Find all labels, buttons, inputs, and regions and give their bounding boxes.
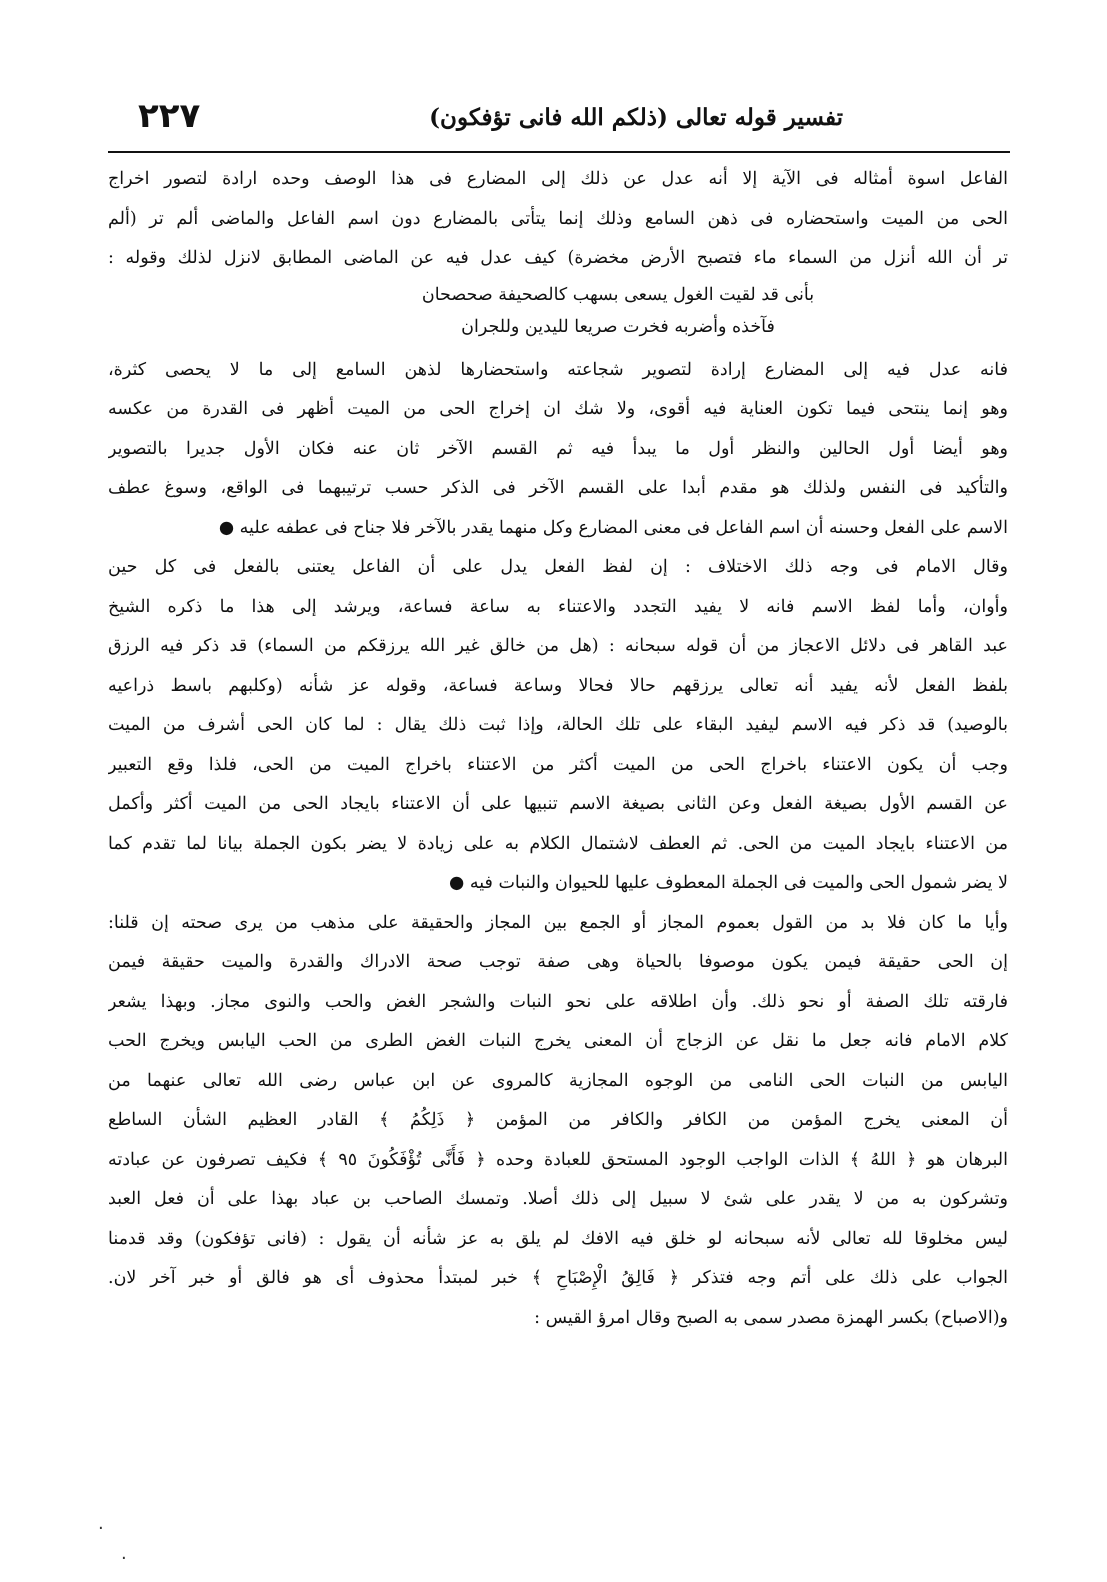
speck-mark: · bbox=[121, 1548, 127, 1569]
page-header bbox=[108, 96, 1008, 150]
text-line: اليابس من النبات الحى النامى من الوجوه المجازية كالمروى عن ابن عباس رضى الله تعالى عنهما من bbox=[108, 1070, 1008, 1091]
text-line: بلفظ الفعل لأنه يفيد أنه تعالى يرزقهم حالا فحالا وساعة فساعة، وقوله عز شأنه (وكلبهم باسط ذراعيه bbox=[108, 675, 1008, 696]
paragraph bbox=[108, 160, 1008, 279]
text-line: عبد القاهر فى دلائل الاعجاز من أن قوله سبحانه : (هل من خالق غير الله يرزقكم من السماء) قد ذكر فيه الرزق bbox=[108, 636, 1008, 656]
text-line: إن الحى حقيقة فيمن يكون موصوفا بالحياة وهى صفة توجب صحة الادراك والقدرة والميت حقيقة فيمن bbox=[108, 952, 1008, 972]
text-line: فارقته تلك الصفة أو نحو ذلك. وأن اطلاقه على نحو النبات والشجر الغض والحب والنوى مجاز. وبهذا يشعر bbox=[108, 991, 1008, 1012]
text-line: وقال الامام فى وجه ذلك الاختلاف : إن لفظ الفعل يدل على أن الفاعل يعتنى بالفعل فى كل حين bbox=[108, 557, 1008, 577]
page-number: ٢٢٧ bbox=[138, 96, 201, 136]
main-text bbox=[108, 160, 1008, 1338]
verse-line: فآخذه وأضربه فخرت صريعا لليدين وللجران bbox=[461, 316, 775, 337]
text-line: البرهان هو ﴿ اللهُ ﴾ الذات الواجب الوجود المستحق للعبادة وحده ﴿ فَأَنَّى تُؤْفَكُونَ ٩٥ ﴾ فكيف تصرفون عن عبادته bbox=[108, 1149, 1008, 1170]
speck-mark: · bbox=[98, 1518, 104, 1539]
text-line: وتشركون به من لا يقدر على شئ لا سبيل إلى ذلك أصلا. وتمسك الصاحب بن عباد بهذا على أن فعل العبد bbox=[108, 1189, 1008, 1209]
running-title: تفسير قوله تعالى (ذلكم الله فانى تؤفكون) bbox=[429, 104, 843, 131]
text-line: تر أن الله أنزل من السماء ماء فتصبح الأرض مخضرة) كيف عدل فيه عن الماضى المطابق لانزل لذلك وقوله : bbox=[108, 248, 1008, 268]
text-line: وجب أن يكون الاعتناء باخراج الحى من الميت أكثر من الاعتناء باخراج الميت من الحى، فلذا وقع التعبير bbox=[108, 754, 1008, 775]
text-line: وهو أيضا أول الحالين والنظر أول ما يبدأ فيه ثم القسم الآخر ثان عنه فكان الأول جديرا بالتصوير bbox=[108, 438, 1008, 459]
text-line: الحى من الميت واستحضاره فى ذهن السامع وذلك إنما يتأتى بالمضارع دون اسم الفاعل والماضى ألم تر (ألم bbox=[108, 208, 1008, 229]
text-line: عن القسم الأول بصيغة الفعل وعن الثانى بصيغة الاسم تنبيها على أن الاعتناء بايجاد الحى من الميت أكثر وأكمل bbox=[108, 794, 1008, 814]
poetry-verses bbox=[108, 279, 1008, 343]
text-line: والتأكيد فى النفس ولذلك هو مقدم أبدا على القسم الآخر فى الذكر حسب ترتيبهما فى الواقع، وسوغ عطف bbox=[108, 478, 1008, 498]
text-line: وأوان، وأما لفظ الاسم فانه لا يفيد التجدد والاعتناء به ساعة فساعة، ويرشد إلى هذا ما ذكره الشيخ bbox=[108, 596, 1008, 617]
text-line: كلام الامام فانه جعل ما نقل عن الزجاج أن المعنى يخرج النبات الغض الطرى من الحب اليابس ويخرج الحب bbox=[108, 1031, 1008, 1051]
paragraph bbox=[108, 351, 1008, 549]
verse-line: بأنى قد لقيت الغول يسعى بسهب كالصحيفة صحصحان bbox=[421, 284, 815, 305]
text-line: بالوصيد) قد ذكر فيه الاسم ليفيد البقاء على تلك الحالة، وإذا ثبت ذلك يقال : لما كان الحى أشرف من الميت bbox=[108, 715, 1008, 735]
text-line: أن المعنى يخرج المؤمن من الكافر والكافر من المؤمن ﴿ ذَلِكُمُ ﴾ القادر العظيم الشأن الساطع bbox=[108, 1110, 1008, 1130]
text-line: الجواب على ذلك على أتم وجه فتذكر ﴿ فَالِقُ الْإِصْبَاحِ ﴾ خبر لمبتدأ محذوف أى هو فالق أو خبر آخر لان. bbox=[108, 1268, 1008, 1288]
text-line: و(الاصباح) بكسر الهمزة مصدر سمى به الصبح وقال امرؤ القيس : bbox=[534, 1307, 1008, 1328]
text-line: وأيا ما كان فلا بد من القول بعموم المجاز أو الجمع بين المجاز والحقيقة على مذهب من يرى صحته إن قلنا: bbox=[108, 912, 1008, 933]
text-line: فانه عدل فيه إلى المضارع إرادة لتصوير شجاعته واستحضارها لذهن السامع إلى ما لا يحصى كثرة، bbox=[108, 359, 1008, 380]
text-line: الاسم على الفعل وحسنه أن اسم الفاعل فى معنى المضارع وكل منهما يقدر بالآخر فلا جناح فى عطفه عليه ● bbox=[218, 517, 1008, 538]
text-line: لا يضر شمول الحى والميت فى الجملة المعطوف عليها للحيوان والنبات فيه ● bbox=[449, 873, 1008, 893]
text-line: الفاعل اسوة أمثاله فى الآية إلا أنه عدل عن ذلك إلى المضارع فى هذا الوصف وحده ارادة لتصور اخراج bbox=[108, 169, 1008, 189]
paragraph bbox=[108, 904, 1008, 1339]
text-line: من الاعتناء بايجاد الميت من الحى. ثم العطف لاشتمال الكلام به على زيادة لا يضر بكون الجملة بيانا لما تقدم كما bbox=[108, 833, 1008, 854]
text-line: ليس مخلوقا لله تعالى لأنه سبحانه لو خلق فيه الافك لم يلق به عز شأنه أن يقول : (فانى تؤفكون) وقد قدمنا bbox=[108, 1228, 1008, 1249]
paragraph bbox=[108, 548, 1008, 904]
text-line: وهو إنما ينتحى فيما تكون العناية فيه أقوى، ولا شك ان إخراج الحى من الميت أظهر فى القدرة من عكسه bbox=[108, 399, 1008, 419]
header-rule bbox=[108, 151, 1010, 153]
